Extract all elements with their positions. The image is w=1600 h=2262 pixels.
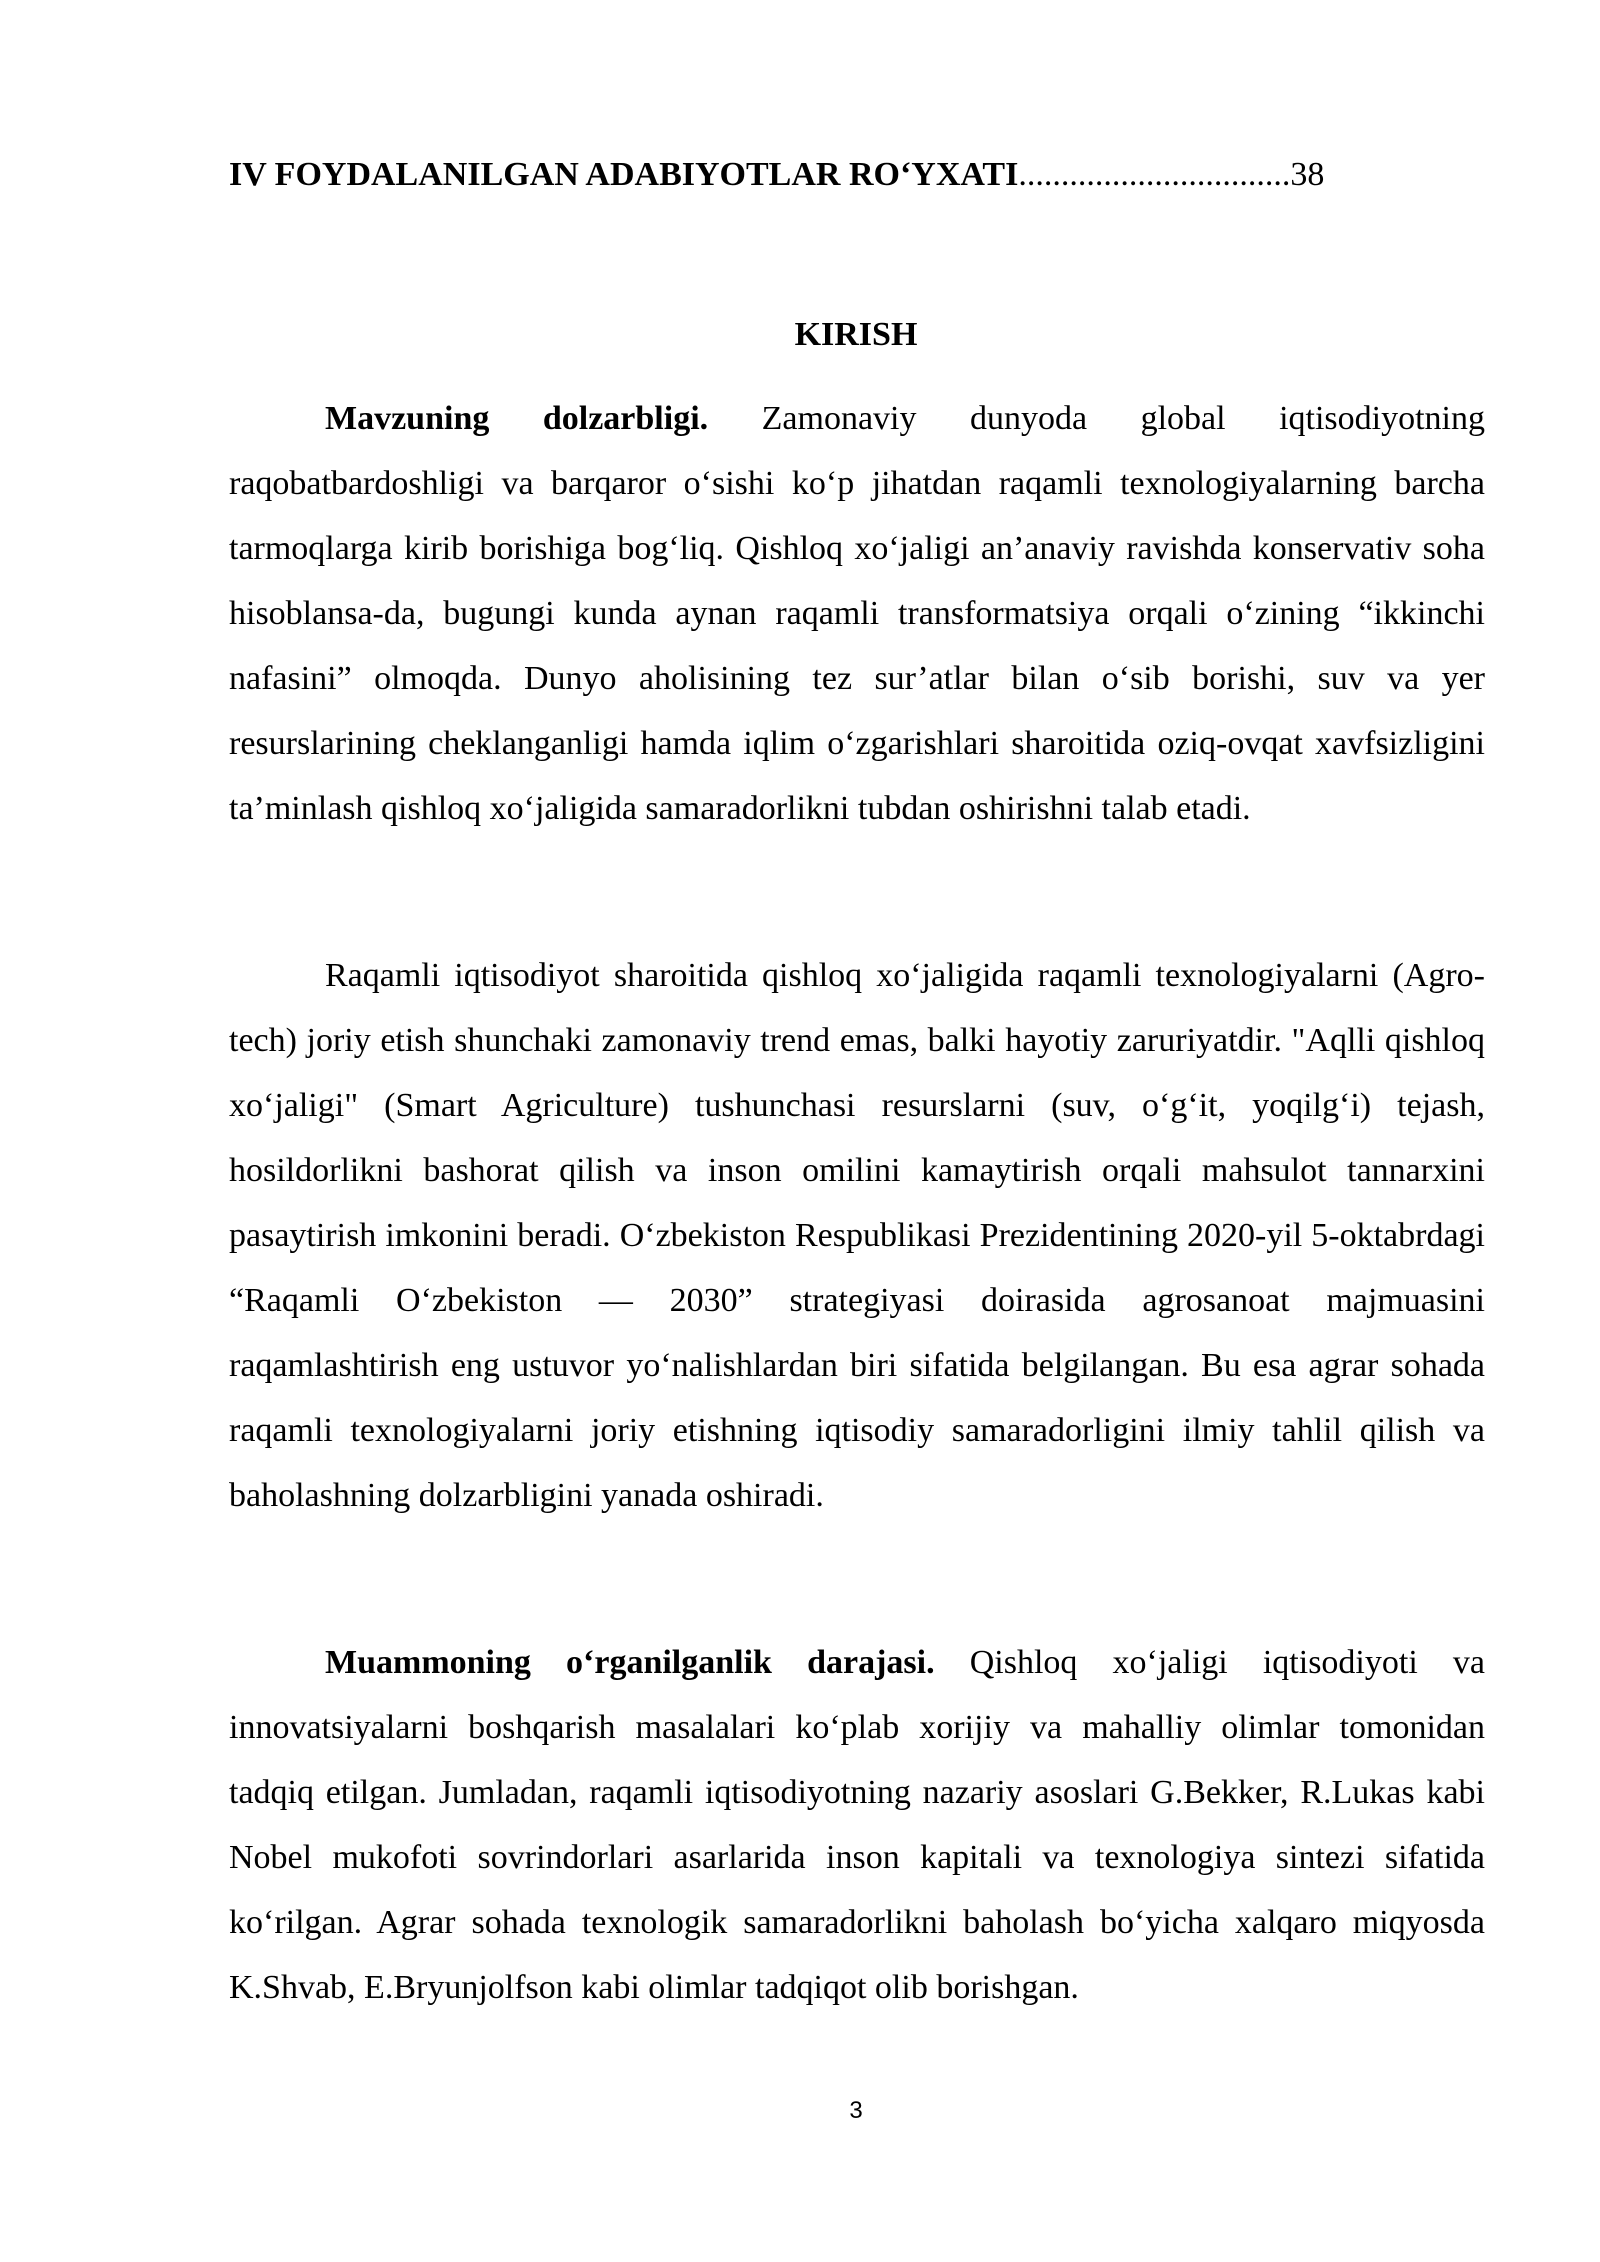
paragraph-text: Raqamli iqtisodiyot sharoitida qishloq xo‘jaligida raqamli texnologiyalarni (Agro-tech) joriy etish shunchaki zamonaviy trend emas, balki hayotiy zaruriyatdir. "Aqlli qishloq xo‘jaligi" (Smart Agriculture) tushunchasi resurslarni (suv, o‘g‘it, yoqilg‘i) tejash, hosildorlikni bashorat qilish va inson omilini kamaytirish orqali mahsulot tannarxini pasaytirish imkonini beradi. O‘zbekiston Respublikasi Prezidentining 2020-yil 5-oktabrdagi “Raqamli O‘zbekiston — 2030” strategiyasi doirasida agrosanoat majmuasini raqamlashtirish eng ustuvor yo‘nalishlardan biri sifatida belgilangan. Bu esa agrar sohada raqamli texnologiyalarni joriy etishning iqtisodiy samaradorligini ilmiy tahlil qilish va baholashning dolzarbligini yanada oshiradi. — [229, 957, 1485, 1514]
paragraph-lead: Muammoning o‘rganilganlik darajasi. — [325, 1644, 935, 1681]
section-heading: KIRISH — [794, 316, 918, 353]
paragraph-research-level — [229, 1630, 1485, 2020]
paragraph-relevance — [229, 386, 1485, 841]
toc-entry-page: 38 — [1290, 156, 1325, 193]
toc-entry[interactable] — [229, 150, 1467, 200]
paragraph-text: Qishloq xo‘jaligi iqtisodiyoti va innovatsiyalarni boshqarish masalalari ko‘plab xorijiy va mahalliy olimlar tomonidan tadqiq etilgan. Jumladan, raqamli iqtisodiyotning nazariy asoslari G.Bekker, R.Lukas kabi Nobel mukofoti sovrindorlari asarlarida inson kapitali va texnologiya sintezi sifatida ko‘rilgan. Agrar sohada texnologik samaradorlikni baholash bo‘yicha xalqaro miqyosda K.Shvab, E.Bryunjolfson kabi olimlar tadqiqot olib borishgan. — [229, 1644, 1485, 2006]
paragraph-text: Zamonaviy dunyoda global iqtisodiyotning raqobatbardoshligi va barqaror o‘sishi ko‘p jihatdan raqamli texnologiyalarning barcha tarmoqlarga kirib borishiga bog‘liq. Qishloq xo‘jaligi an’anaviy ravishda konservativ soha hisoblansa-da, bugungi kunda aynan raqamli transformatsiya orqali o‘zining “ikkinchi nafasini” olmoqda. Dunyo aholisining tez sur’atlar bilan o‘sib borishi, suv va yer resurslarining cheklanganligi hamda iqlim o‘zgarishlari sharoitida oziq-ovqat xavfsizligini ta’minlash qishloq xo‘jaligida samaradorlikni tubdan oshirishni talab etadi. — [229, 400, 1486, 827]
paragraph-lead: Mavzuning dolzarbligi. — [325, 400, 709, 437]
toc-entry-title: IV FOYDALANILGAN ADABIYOTLAR RO‘YXATI — [229, 156, 1019, 193]
toc-entry-leader: ................................ — [1018, 156, 1291, 193]
paragraph-digital-economy — [229, 943, 1485, 1528]
page-number: 3 — [849, 2097, 863, 2124]
